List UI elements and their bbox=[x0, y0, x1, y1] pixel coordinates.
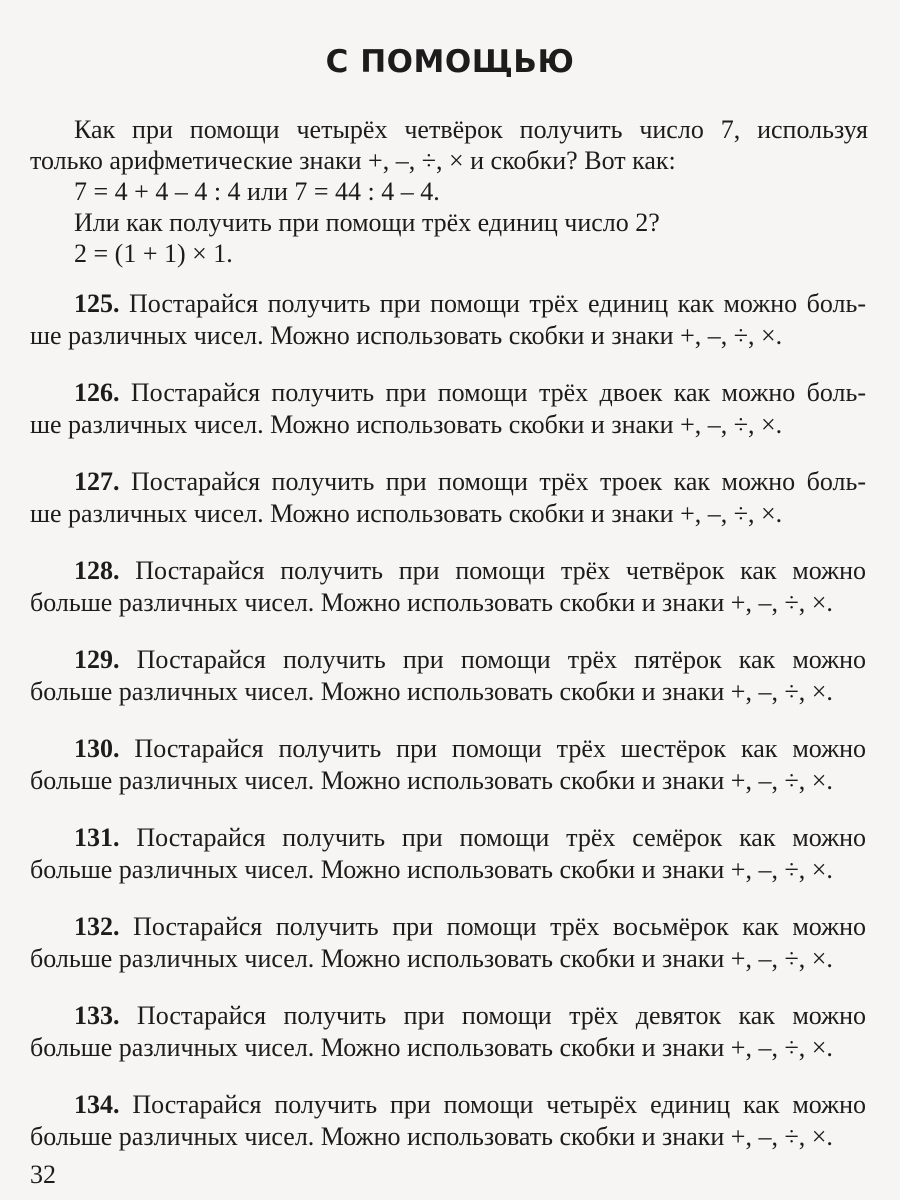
problem-text-line-1: Постарайся получить при помощи четырёх единиц как можно bbox=[132, 1090, 866, 1119]
problem-number: 131. bbox=[74, 823, 120, 852]
page-number: 32 bbox=[30, 1160, 56, 1189]
problem-number: 130. bbox=[74, 734, 120, 763]
problem-number: 132. bbox=[74, 912, 120, 941]
problem-item bbox=[30, 644, 866, 708]
problem-text-line-1: Постарайся получить при помощи трёх единиц как можно боль- bbox=[128, 289, 866, 318]
problem-number: 134. bbox=[74, 1090, 120, 1119]
problem-item bbox=[30, 288, 866, 352]
problem-item bbox=[30, 377, 866, 441]
problem-number: 125. bbox=[74, 289, 120, 318]
problem-text-line-1: Постарайся получить при помощи трёх троек как можно боль- bbox=[130, 467, 866, 496]
intro-text bbox=[30, 114, 868, 269]
intro-line-4: Или как получить при помощи трёх единиц число 2? bbox=[74, 208, 660, 237]
page-title: С ПОМОЩЬЮ bbox=[325, 44, 575, 80]
problem-text-line-1: Постарайся получить при помощи трёх девяток как можно bbox=[136, 1001, 866, 1030]
problem-text-line-2: ше различных чисел. Можно использовать скобки и знаки +, –, ÷, ×. bbox=[30, 499, 783, 528]
problem-text-line-1: Постарайся получить при помощи трёх семёрок как можно bbox=[136, 823, 866, 852]
problem-text-line-1: Постарайся получить при помощи трёх шестёрок как можно bbox=[134, 734, 866, 763]
problem-text-line-2: больше различных чисел. Можно использовать скобки и знаки +, –, ÷, ×. bbox=[30, 677, 833, 706]
problem-number: 126. bbox=[74, 378, 120, 407]
problem-item bbox=[30, 1000, 866, 1064]
intro-example-1: 7 = 4 + 4 – 4 : 4 или 7 = 44 : 4 – 4. bbox=[74, 177, 440, 206]
problem-text-line-2: больше различных чисел. Можно использовать скобки и знаки +, –, ÷, ×. bbox=[30, 766, 833, 795]
problem-text-line-2: больше различных чисел. Можно использовать скобки и знаки +, –, ÷, ×. bbox=[30, 588, 833, 617]
problem-number: 128. bbox=[74, 556, 120, 585]
problem-number: 127. bbox=[74, 467, 120, 496]
intro-line-2: только арифметические знаки +, –, ÷, × и скобки? Вот как: bbox=[30, 146, 676, 175]
problem-text-line-2: больше различных чисел. Можно использовать скобки и знаки +, –, ÷, ×. bbox=[30, 1033, 833, 1062]
problem-number: 133. bbox=[74, 1001, 120, 1030]
problem-text-line-2: ше различных чисел. Можно использовать скобки и знаки +, –, ÷, ×. bbox=[30, 410, 783, 439]
intro-example-2: 2 = (1 + 1) × 1. bbox=[74, 239, 233, 268]
problem-text-line-1: Постарайся получить при помощи трёх восьмёрок как можно bbox=[133, 912, 866, 941]
problem-text-line-1: Постарайся получить при помощи трёх двоек как можно боль- bbox=[130, 378, 866, 407]
problem-text-line-2: ше различных чисел. Можно использовать скобки и знаки +, –, ÷, ×. bbox=[30, 321, 783, 350]
problem-list bbox=[30, 288, 866, 1178]
problem-number: 129. bbox=[74, 645, 120, 674]
problem-text-line-2: больше различных чисел. Можно использовать скобки и знаки +, –, ÷, ×. bbox=[30, 1122, 833, 1151]
problem-item bbox=[30, 733, 866, 797]
problem-text-line-1: Постарайся получить при помощи трёх пятёрок как можно bbox=[136, 645, 866, 674]
problem-item bbox=[30, 466, 866, 530]
problem-text-line-1: Постарайся получить при помощи трёх четвёрок как можно bbox=[135, 556, 866, 585]
intro-line-1: Как при помощи четырёх четвёрок получить число 7, используя bbox=[74, 115, 868, 144]
problem-item bbox=[30, 822, 866, 886]
problem-item bbox=[30, 911, 866, 975]
problem-text-line-2: больше различных чисел. Можно использовать скобки и знаки +, –, ÷, ×. bbox=[30, 855, 833, 884]
problem-item bbox=[30, 555, 866, 619]
problem-item bbox=[30, 1089, 866, 1153]
problem-text-line-2: больше различных чисел. Можно использовать скобки и знаки +, –, ÷, ×. bbox=[30, 944, 833, 973]
